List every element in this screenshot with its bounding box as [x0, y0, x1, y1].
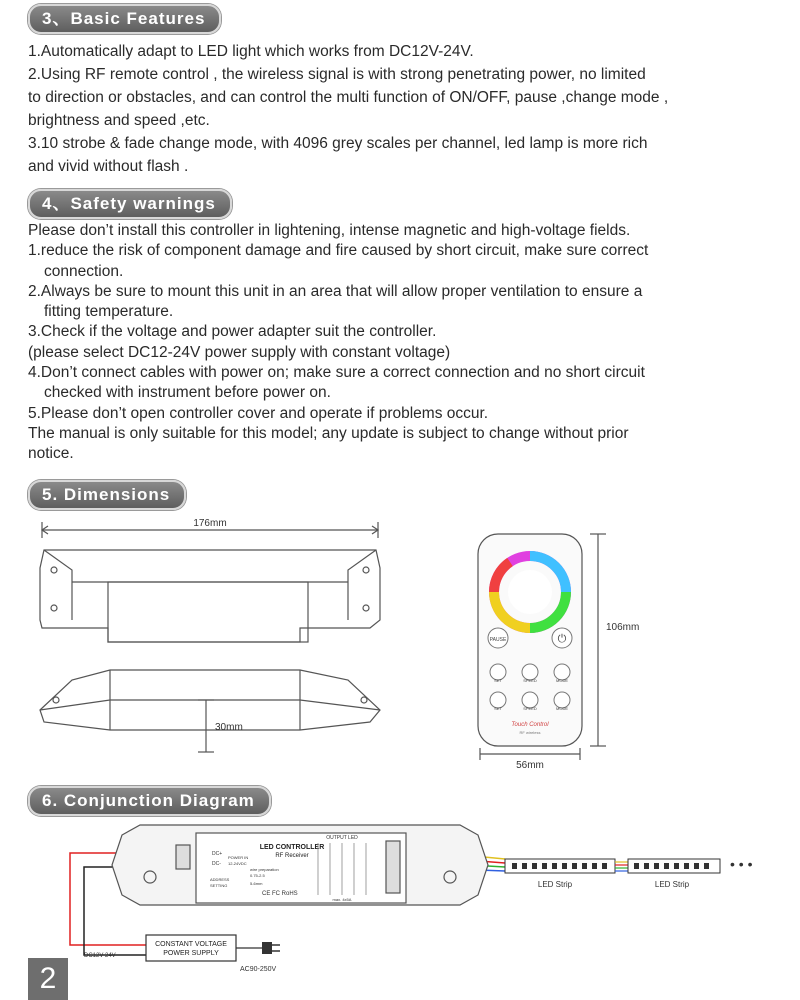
- controller-length-label: 176mm: [193, 518, 227, 529]
- dc-voltage-label: DC12V-24V: [84, 953, 116, 959]
- dc-minus-label: DC-: [212, 861, 221, 867]
- features-line: 1.Automatically adapt to LED light which works from DC12V-24V.: [28, 43, 474, 60]
- safety-line: checked with instrument before power on.: [44, 384, 331, 402]
- controller-unit: [112, 825, 488, 905]
- controller-height-label: 30mm: [215, 722, 243, 733]
- max-load-label: max. 4x5A: [332, 897, 352, 902]
- cert-label: CE FC RoHS: [262, 891, 298, 897]
- features-line: 3.10 strobe & fade change mode, with 4096 grey scales per channel, led lamp is more rich: [28, 135, 648, 152]
- wire-prep-label: wire preparation: [250, 867, 279, 872]
- wire-size-label: 0.75-2.5: [250, 873, 265, 878]
- psu-line2: POWER SUPPLY: [163, 950, 219, 957]
- controller-top-view: [40, 522, 380, 642]
- remote-width-label: 56mm: [516, 760, 544, 771]
- more-dots: • • •: [730, 856, 753, 872]
- power-in-label: POWER IN: [228, 855, 249, 860]
- features-line: 2.Using RF remote control , the wireless signal is with strong penetrating power, no limited: [28, 66, 646, 83]
- led-strip-1: [505, 859, 615, 873]
- remote-button-label: SET: [494, 678, 502, 683]
- safety-line: 5.Please don’t open controller cover and operate if problems occur.: [28, 404, 489, 422]
- controller-title: LED CONTROLLER: [259, 844, 325, 851]
- controller-subtitle: RF Receiver: [275, 853, 309, 859]
- controller-side-view: [40, 670, 380, 752]
- safety-line: notice.: [28, 445, 74, 463]
- led-strip-1-label: LED Strip: [537, 880, 573, 889]
- section-title-conjunction: 6. Conjunction Diagram: [28, 786, 271, 816]
- safety-line: 1.reduce the risk of component damage and fire caused by short circuit, make sure correct: [28, 242, 649, 260]
- safety-line: 3.Check if the voltage and power adapter suit the controller.: [28, 323, 437, 341]
- safety-line: The manual is only suitable for this model; any update is subject to change without prior: [28, 424, 629, 442]
- remote-sub: RF wireless: [519, 730, 541, 735]
- remote-button-label: SET: [494, 706, 502, 711]
- power-icon: ⏻: [557, 633, 567, 645]
- address-label: ADDRESS: [210, 877, 230, 882]
- remote-brand: Touch Control: [511, 722, 549, 728]
- conjunction-diagram: [0, 815, 800, 995]
- psu-line1: CONSTANT VOLTAGE: [155, 941, 227, 948]
- dimensions-drawing: [0, 510, 800, 780]
- safety-line: (please select DC12-24V power supply with constant voltage): [28, 343, 451, 361]
- features-line: and vivid without flash .: [28, 158, 189, 175]
- remote-button-label: SPEED: [523, 678, 537, 683]
- section-title-features: 3、Basic Features: [28, 4, 221, 34]
- section-title-dimensions: 5. Dimensions: [28, 480, 186, 510]
- safety-line: 4.Don’t connect cables with power on; make sure a correct connection and no short circuit: [28, 364, 645, 382]
- remote-button-label: SPEED: [523, 706, 537, 711]
- setting-label: SETTING: [210, 883, 228, 888]
- led-strip-2: [628, 859, 720, 873]
- wire-len-label: 5-6mm: [250, 881, 263, 886]
- remote-drawing: [478, 534, 582, 746]
- output-led-label: OUTPUT LED: [326, 835, 358, 841]
- dc-plus-label: DC+: [212, 851, 223, 857]
- features-list: [28, 40, 778, 178]
- section-title-safety: 4、Safety warnings: [28, 189, 232, 219]
- safety-line: fitting temperature.: [44, 303, 174, 321]
- power-range-label: 12-24VDC: [228, 861, 247, 866]
- safety-list: [28, 221, 778, 465]
- led-strip-2-label: LED Strip: [654, 880, 690, 889]
- page-number: 2: [28, 958, 68, 1000]
- safety-line: 2.Always be sure to mount this unit in an area that will allow proper ventilation to ensure a: [28, 282, 643, 300]
- remote-height-label: 106mm: [606, 622, 640, 633]
- features-line: brightness and speed ,etc.: [28, 112, 210, 129]
- power-supply: [146, 935, 280, 961]
- features-line: to direction or obstacles, and can control the multi function of ON/OFF, pause ,change mode ,: [28, 89, 669, 106]
- safety-line: connection.: [44, 262, 124, 280]
- remote-button-label: MODE: [556, 706, 568, 711]
- ac-voltage-label: AC90-250V: [240, 966, 277, 973]
- safety-line: Please don’t install this controller in lightening, intense magnetic and high-voltage fields.: [28, 222, 631, 239]
- remote-button-label: MODE: [556, 678, 568, 683]
- pause-button-icon: PAUSE: [489, 637, 507, 643]
